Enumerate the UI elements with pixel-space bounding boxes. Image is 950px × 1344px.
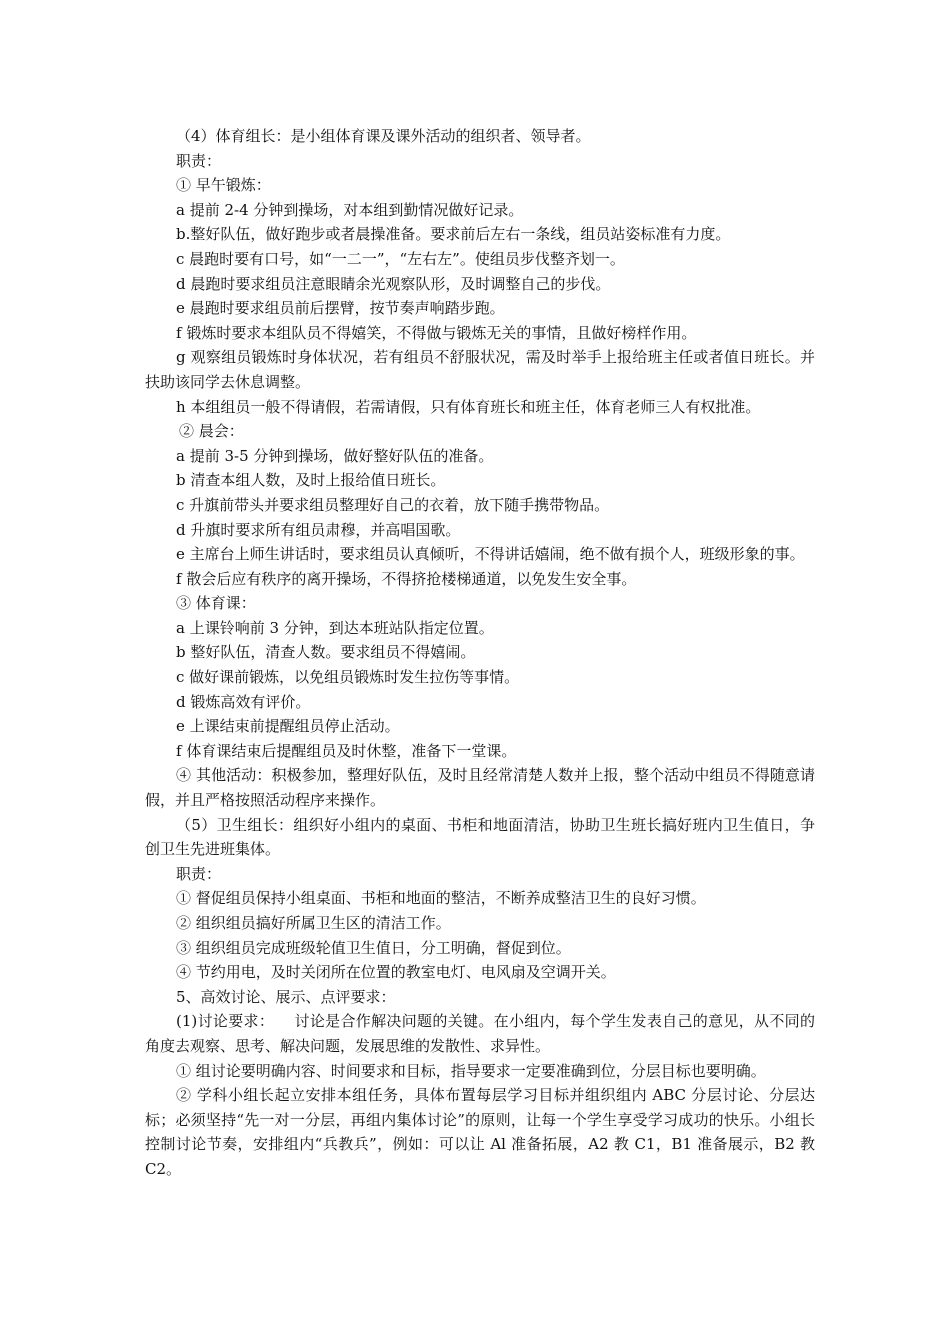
list-item: d 晨跑时要求组员注意眼睛余光观察队形，及时调整自己的步伐。: [176, 274, 611, 293]
duties-label: 职责：: [176, 864, 222, 883]
subheading-morning-meeting: ② 晨会：: [179, 422, 244, 441]
list-item: b 整好队伍，清查人数。要求组员不得嬉闹。: [176, 643, 476, 662]
list-item: a 提前 2-4 分钟到操场，对本组到勤情况做好记录。: [176, 200, 524, 219]
discussion-requirements-paragraph: (1)讨论要求： 讨论是合作解决问题的关键。在小组内，每个学生发表自己的意见，从不同的角度去观察、思考、解决问题，发展思维的发散性、求异性。: [145, 1012, 815, 1055]
list-item: ① 督促组员保持小组桌面、书柜和地面的整洁，不断养成整洁卫生的良好习惯。: [176, 889, 706, 908]
list-item: ① 组讨论要明确内容、时间要求和目标，指导要求一定要准确到位，分层目标也要明确。: [176, 1061, 766, 1080]
subheading-pe-class: ③ 体育课：: [176, 594, 256, 613]
list-item: e 晨跑时要求组员前后摆臂，按节奏声响踏步跑。: [176, 299, 505, 318]
list-item: a 上课铃响前 3 分钟，到达本班站队指定位置。: [176, 618, 494, 637]
list-item: e 上课结束前提醒组员停止活动。: [176, 717, 400, 736]
other-activities-paragraph: ④ 其他活动：积极参加，整理好队伍，及时且经常清楚人数并上报，整个活动中组员不得随意请假，并且严格按照活动程序来操作。: [145, 766, 815, 810]
list-item: e 主席台上师生讲话时，要求组员认真倾听，不得讲话嬉闹，绝不做有损个人，班级形象的事。: [176, 545, 805, 564]
list-item: c 晨跑时要有口号，如“一二一”，“左右左”。使组员步伐整齐划一。: [176, 249, 625, 268]
list-item: h 本组组员一般不得请假，若需请假，只有体育班长和班主任，体育老师三人有权批准。: [176, 397, 761, 416]
section-heading-discussion: 5、高效讨论、展示、点评要求：: [176, 987, 396, 1006]
list-item: a 提前 3-5 分钟到操场，做好整好队伍的准备。: [176, 446, 494, 465]
subheading-morning-exercise: ① 早午锻炼：: [176, 176, 271, 195]
duties-label: 职责：: [176, 151, 222, 170]
list-item: f 散会后应有秩序的离开操场，不得挤抢楼梯通道，以免发生安全事。: [176, 569, 637, 588]
list-item: c 升旗前带头并要求组员整理好自己的衣着，放下随手携带物品。: [176, 495, 610, 514]
section-heading-sports-leader: （4）体育组长：是小组体育课及课外活动的组织者、领导者。: [176, 127, 591, 145]
list-item: f 锻炼时要求本组队员不得嬉笑，不得做与锻炼无关的事情，且做好榜样作用。: [176, 323, 697, 342]
list-item: ② 组织组员搞好所属卫生区的清洁工作。: [176, 914, 451, 932]
list-item: b 清查本组人数，及时上报给值日班长。: [176, 471, 446, 490]
list-item: ④ 节约用电，及时关闭所在位置的教室电灯、电风扇及空调开关。: [176, 963, 616, 982]
list-item: ② 学科小组长起立安排本组任务，具体布置每层学习目标并组织组内 ABC 分层讨论、分层达标；必须坚持“先一对一分层，再组内集体讨论”的原则，让每一个学生享受学习成功的快乐。小组长控制讨论节奏，安排组内“兵教兵”，例如：可以让 Al 准备拓展，A2 教 C1，B1 准备展示，B2 教 C2。: [145, 1086, 815, 1178]
list-item: g 观察组员锻炼时身体状况，若有组员不舒服状况，需及时举手上报给班主任或者值日班长。并扶助该同学去休息调整。: [145, 348, 815, 391]
list-item: d 升旗时要求所有组员肃穆，并高唱国歌。: [176, 520, 461, 539]
list-item: f 体育课结束后提醒组员及时休整，准备下一堂课。: [176, 741, 517, 760]
list-item: d 锻炼高效有评价。: [176, 692, 311, 711]
section-heading-hygiene-leader: （5）卫生组长：组织好小组内的桌面、书柜和地面清洁，协助卫生班长搞好班内卫生值日，争创卫生先进班集体。: [145, 815, 815, 859]
list-item: b.整好队伍，做好跑步或者晨操准备。要求前后左右一条线，组员站姿标准有力度。: [176, 225, 731, 244]
list-item: c 做好课前锻炼，以免组员锻炼时发生拉伤等事情。: [176, 668, 520, 687]
list-item: ③ 组织组员完成班级轮值卫生值日，分工明确，督促到位。: [176, 938, 571, 957]
document-body: [145, 124, 815, 1182]
